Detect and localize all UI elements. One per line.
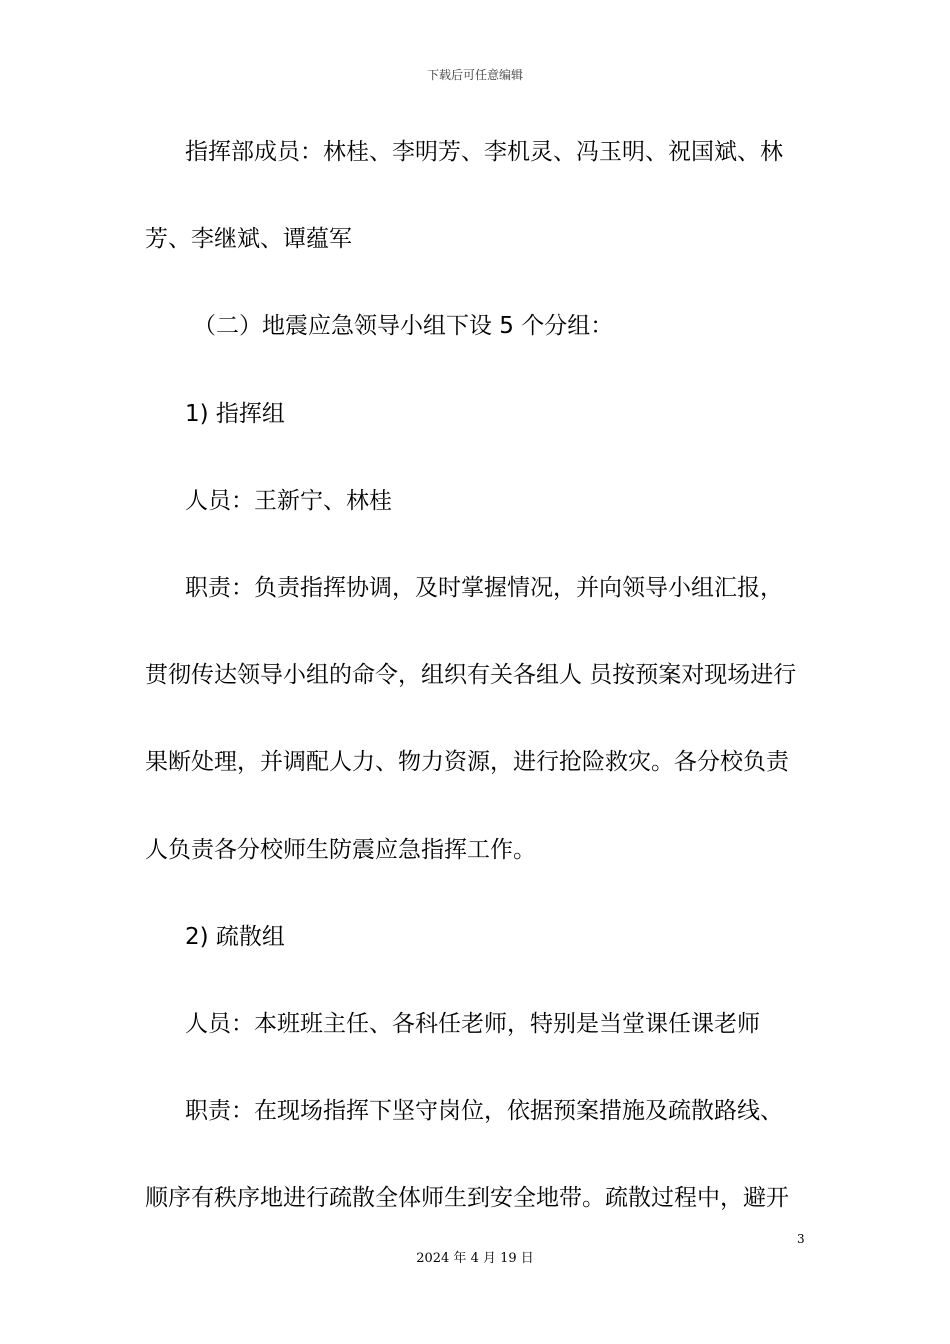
- paragraph-line: 贯彻传达领导小组的命令，组织有关各组人 员按预案对现场进行: [145, 662, 797, 689]
- footer-date: 2024 年 4 月 19 日: [416, 1251, 534, 1266]
- paragraph-line: 果断处理，并调配人力、物力资源，进行抢险救灾。各分校负责: [145, 749, 789, 776]
- paragraph-line: 职责：在现场指挥下坚守岗位，依据预案措施及疏散路线、: [185, 1098, 783, 1125]
- paragraph-line: 人负责各分校师生防震应急指挥工作。: [145, 836, 536, 863]
- section-heading: （二）地震应急领导小组下设 5 个分组：: [193, 313, 614, 340]
- page-number: 3: [797, 1232, 805, 1246]
- paragraph-line: 人员：本班班主任、各科任老师，特别是当堂课任课老师: [185, 1010, 760, 1037]
- paragraph-line: 职责：负责指挥协调，及时掌握情况，并向领导小组汇报，: [185, 574, 783, 601]
- subsection-heading: 2) 疏散组: [185, 923, 285, 950]
- document-body: [145, 128, 815, 1261]
- paragraph-line: 指挥部成员：林桂、李明芳、李机灵、冯玉明、祝国斌、林: [185, 139, 783, 165]
- paragraph-line: 人员：王新宁、林桂: [185, 487, 392, 514]
- paragraph-line: 芳、李继斌、谭蕴军: [145, 226, 352, 253]
- paragraph-line: 顺序有秩序地进行疏散全体师生到安全地带。疏散过程中，避开: [145, 1185, 789, 1212]
- subsection-heading: 1) 指挥组: [185, 400, 285, 427]
- page-header: 下载后可任意编辑: [426, 68, 523, 82]
